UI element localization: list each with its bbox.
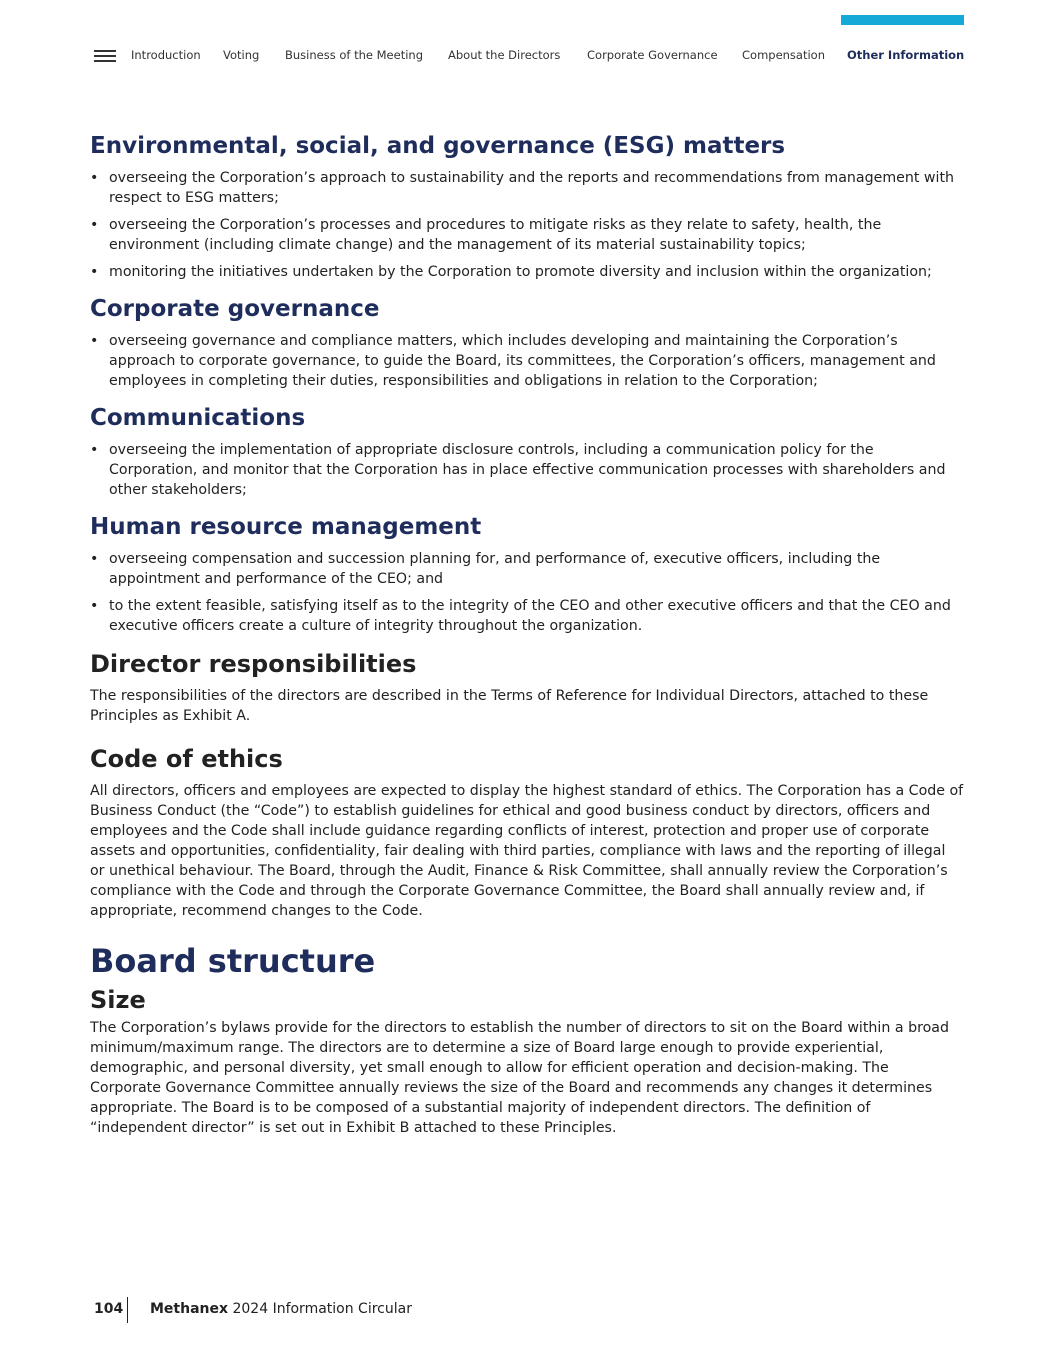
list-item: • overseeing the implementation of appropriate disclosure controls, including a communication policy for the Corporation, and monitor that the Corporation has in place effective communication processes with shareholders and other stakeholders; — [90, 440, 964, 500]
nav-item-corporate-governance[interactable]: Corporate Governance — [587, 48, 718, 62]
section-heading: Corporate governance — [90, 295, 380, 322]
subheading: Size — [90, 985, 146, 1014]
paragraph: All directors, officers and employees are expected to display the highest standard of ethics. The Corporation has a Code of Business Conduct (the “Code”) to establish guidelines for ethical and good business conduct by directors, officers and employees and the Code shall include guidance regarding conflicts of interest, protection and proper use of corporate assets and opportunities, confidentiality, fair dealing with third parties, compliance with laws and the reporting of illegal or unethical behaviour. The Board, through the Audit, Finance & Risk Committee, shall annually review the Corporation’s compliance with the Code and through the Corporate Governance Committee, the Board shall annually review and, if appropriate, recommend changes to the Code. — [90, 782, 964, 919]
esg-section — [90, 132, 964, 282]
bullet-list — [90, 440, 964, 500]
list-item: • overseeing compensation and succession planning for, and performance of, executive officers, including the appointment and performance of the CEO; and — [90, 549, 964, 589]
section-heading: Human resource management — [90, 513, 482, 540]
bullet-list — [90, 331, 964, 391]
top-nav — [94, 47, 964, 65]
human-resource-section — [90, 513, 964, 636]
nav-item-introduction[interactable]: Introduction — [131, 48, 201, 62]
paragraph: The responsibilities of the directors are described in the Terms of Reference for Individual Directors, attached to these Principles as Exhibit A. — [90, 687, 929, 724]
accent-bar — [841, 15, 964, 25]
nav-item-voting[interactable]: Voting — [223, 48, 260, 62]
list-item: • overseeing the Corporation’s approach to sustainability and the reports and recommendations from management with respect to ESG matters; — [90, 168, 964, 208]
bullet-list — [90, 168, 964, 282]
paragraph: The Corporation’s bylaws provide for the directors to establish the number of directors to sit on the Board within a broad minimum/maximum range. The directors are to determine a size of Board large enough to provide experiential, demographic, and personal diversity, yet small enough to allow for efficient operation and decision-making. The Corporate Governance Committee annually reviews the size of the Board and recommends any changes it determines appropriate. The Board is to be composed of a substantial majority of independent directors. The definition of “independent director” is set out in Exhibit B attached to these Principles. — [90, 1019, 949, 1136]
communications-section — [90, 404, 964, 500]
section-heading: Environmental, social, and governance (ESG) matters — [90, 133, 786, 159]
bullet-list — [90, 549, 964, 636]
brand-name: Methanex — [150, 1301, 229, 1317]
director-responsibilities-section — [90, 649, 964, 726]
page-number: 104 — [94, 1301, 124, 1317]
nav-item-compensation[interactable]: Compensation — [742, 48, 825, 62]
list-item: • overseeing the Corporation’s processes and procedures to mitigate risks as they relate to safety, health, the environment (including climate change) and the management of its material sustainability topics; — [90, 215, 964, 255]
list-item: • monitoring the initiatives undertaken by the Corporation to promote diversity and inclusion within the organization; — [90, 262, 964, 282]
main-content — [90, 132, 964, 1138]
section-heading: Director responsibilities — [90, 649, 417, 678]
nav-item-about-the-directors[interactable]: About the Directors — [448, 48, 561, 62]
section-heading: Code of ethics — [90, 744, 283, 773]
corporate-governance-section — [90, 295, 964, 391]
nav-item-other-information[interactable]: Other Information — [847, 48, 965, 62]
hamburger-menu-icon[interactable] — [94, 50, 116, 63]
list-item: • to the extent feasible, satisfying itself as to the integrity of the CEO and other executive officers and that the CEO and executive officers create a culture of integrity throughout the organization. — [90, 596, 964, 636]
board-structure-section — [90, 941, 964, 1138]
major-heading: Board structure — [90, 941, 376, 980]
footer-title — [150, 1301, 412, 1317]
section-heading: Communications — [90, 404, 306, 431]
document-title: 2024 Information Circular — [232, 1301, 412, 1317]
list-item: • overseeing governance and compliance matters, which includes developing and maintaining the Corporation’s approach to corporate governance, to guide the Board, its committees, the Corporation’s officers, management and employees in completing their duties, responsibilities and obligations in relation to the Corporation; — [90, 331, 964, 391]
nav-item-business-of-the-meeting[interactable]: Business of the Meeting — [285, 48, 423, 62]
code-of-ethics-section — [90, 744, 964, 921]
footer-divider — [127, 1297, 128, 1323]
